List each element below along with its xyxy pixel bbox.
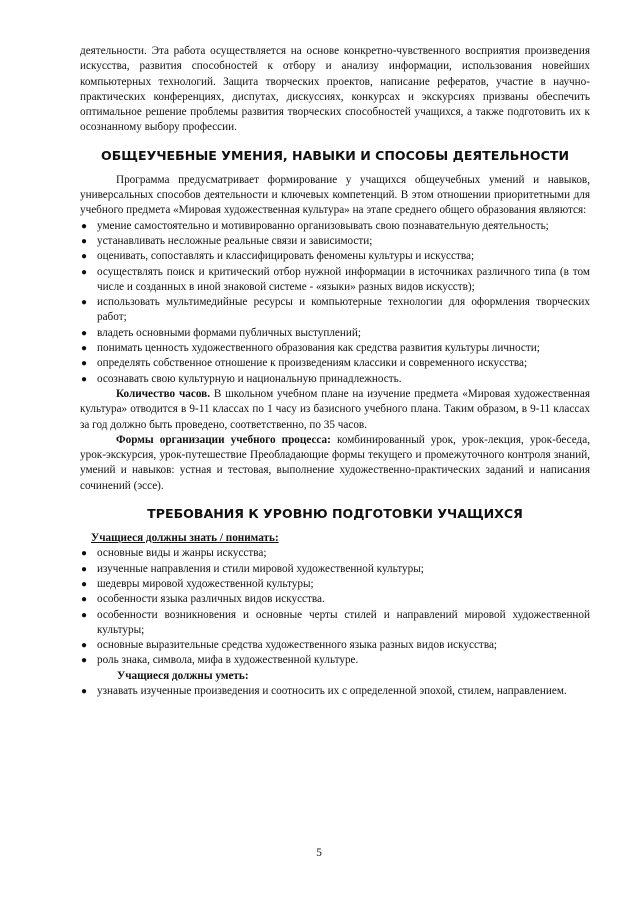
bullet-icon: ● [81,297,88,309]
forms-label: Формы организации учебного процесса: [116,433,331,446]
bullet-icon: ● [81,220,88,232]
section-heading-requirements: ТРЕБОВАНИЯ К УРОВНЮ ПОДГОТОВКИ УЧАЩИХСЯ [147,506,523,522]
bullet-icon: ● [81,327,88,339]
bullet-icon: ● [81,685,88,697]
bullet-icon: ● [81,640,88,652]
know-subheading: Учащиеся должны знать / понимать: [91,532,279,545]
bullet-icon: ● [81,594,88,606]
able-list [80,684,590,699]
hours-text: В школьном учебном плане на изучение предмета «Мировая художественная культура» отводится в 9-11 классах по 1 часу из базисного учебного плана. Таким образом, в 9-11 классах за год должно быть проведено, соответственно, по 35 часов. [80,387,590,431]
page-number: 5 [316,847,322,859]
list-item: ● особенности возникновения и основные черты стилей и направлений мировой художественной культуры; [81,608,590,636]
list-item: ● умение самостоятельно и мотивированно организовывать свою познавательную деятельность; [80,219,590,234]
page-content [80,44,590,699]
section-heading-general-skills: ОБЩЕУЧЕБНЫЕ УМЕНИЯ, НАВЫКИ И СПОСОБЫ ДЕЯТЕЛЬНОСТИ [101,147,569,163]
list-item: ● определять собственное отношение к произведениям классики и современного искусства; [80,356,590,371]
list-item: ● узнавать изученные произведения и соотносить их с определенной эпохой, стилем, направлением. [80,684,590,699]
bullet-icon: ● [81,609,88,621]
able-subheading: Учащиеся должны уметь: [117,669,249,682]
list-item: ● осуществлять поиск и критический отбор нужной информации в источниках различного типа (в том числе и созданных в иной знаковой системе - «языки» разных видов искусств); [81,265,590,293]
bullet-icon: ● [81,548,88,560]
forms-text: комбинированный урок, урок-лекция, урок-беседа, урок-экскурсия, урок-путешествие Преобладающие формы текущего и промежуточного контроля знаний, умений и навыков: устная и тестовая, выполнение художественно-практических заданий и написания сочинений (эссе). [80,433,590,492]
list-item: ● основные выразительные средства художественного языка разных видов искусства; [80,638,590,653]
bullet-icon: ● [81,563,88,575]
list-item: ● изученные направления и стили мировой художественной культуры; [80,562,590,577]
bullet-icon: ● [81,358,88,370]
bullet-icon: ● [81,373,88,385]
bullet-icon: ● [81,266,88,278]
list-item: ● использовать мультимедийные ресурсы и компьютерные технологии для оформления творческих работ; [81,296,590,324]
list-item: ● понимать ценность художественного образования как средства развития культуры личности; [80,341,590,356]
bullet-icon: ● [81,235,88,247]
general-skills-list [80,219,590,387]
list-item: ● шедевры мировой художественной культуры; [80,577,590,592]
forms-paragraph [80,433,590,494]
list-item: ● устанавливать несложные реальные связи и зависимости; [80,234,590,249]
hours-label: Количество часов. [116,387,210,400]
list-item: ● роль знака, символа, мифа в художественной культуре. [80,653,590,668]
bullet-icon: ● [81,343,88,355]
bullet-icon: ● [81,251,88,263]
hours-paragraph [80,387,590,433]
intro-paragraph: деятельности. Эта работа осуществляется на основе конкретно-чувственного восприятия произведения искусства, развития способностей к отбору и анализу информации, использования новейших компьютерных технологий. Защита творческих проектов, написание рефератов, участие в научно-практических конференциях, диспутах, дискуссиях, конкурсах и экскурсиях призваны обеспечить оптимальное решение проблемы развития творческих способностей учащихся, а также подготовить их к осознанному выбору профессии. [80,45,590,134]
list-item: ● оценивать, сопоставлять и классифицировать феномены культуры и искусства; [80,249,590,264]
list-item: ● осознавать свою культурную и национальную принадлежность. [80,372,590,387]
program-paragraph: Программа предусматривает формирование у учащихся общеучебных умений и навыков, универсальных способов деятельности и ключевых компетенций. В этом отношении приоритетными для учебного предмета «Мировая художественная культура» на этапе среднего общего образования являются: [80,173,590,217]
list-item: ● особенности языка различных видов искусства. [80,592,590,607]
list-item: ● владеть основными формами публичных выступлений; [80,326,590,341]
bullet-icon: ● [81,655,88,667]
bullet-icon: ● [81,578,88,590]
list-item: ● основные виды и жанры искусства; [80,546,590,561]
know-list [80,546,590,668]
